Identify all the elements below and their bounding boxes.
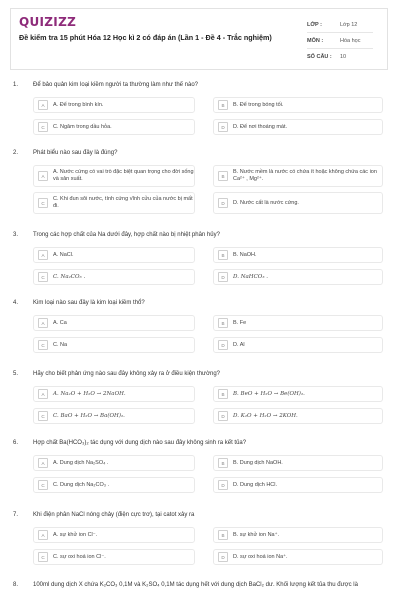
question-text: Trong các hợp chất của Na dưới đây, hợp chất nào bị nhiệt phân hủy? <box>33 232 220 238</box>
answer-option-d[interactable] <box>213 408 383 424</box>
question-number: 3. <box>13 232 19 238</box>
option-text: A. NaCl. <box>53 251 74 258</box>
answer-option-d[interactable] <box>213 192 383 214</box>
question-number: 8. <box>13 582 19 588</box>
option-letter: C <box>38 411 48 421</box>
meta-row-subject <box>307 33 373 49</box>
answer-option-a[interactable] <box>33 247 195 263</box>
option-text: B. NaOH. <box>233 251 257 258</box>
option-letter: A <box>38 389 48 399</box>
option-text: A. Na₂O + H₂O → 2NaOH. <box>53 390 126 397</box>
option-letter: B <box>218 458 228 468</box>
option-text: C. Khi đun sôi nước, tính cứng vĩnh cửu của nước bị mất đi. <box>53 196 193 209</box>
question-text: 100ml dung dịch X chứa K₂CO₃ 0,1M và K₂SO₄ 0,1M tác dụng hết với dung dịch BaCl₂ dư. Khối lượng kết tủa thu được là <box>33 582 358 588</box>
answer-option-b[interactable] <box>213 247 383 263</box>
meta-row-count <box>307 49 373 64</box>
answer-option-c[interactable] <box>33 337 195 353</box>
option-text: D. Al <box>233 341 245 348</box>
question-number: 7. <box>13 512 19 518</box>
option-letter: D <box>218 122 228 132</box>
quiz-title: Đề kiểm tra 15 phút Hóa 12 Học kì 2 có đáp án (Lần 1 - Đề 4 - Trắc nghiệm) <box>19 33 272 42</box>
answer-option-a[interactable] <box>33 386 195 402</box>
answer-option-d[interactable] <box>213 549 383 565</box>
option-text: C. Ngâm trong dầu hỏa. <box>53 123 112 130</box>
option-text: A. sự khử ion Cl⁻. <box>53 531 98 538</box>
question-text: Khi điện phân NaCl nóng chảy (điện cực trơ), tại catot xảy ra <box>33 512 195 518</box>
answer-option-b[interactable] <box>213 527 383 543</box>
option-text: B. Fe <box>233 319 247 326</box>
option-letter: C <box>38 122 48 132</box>
answer-option-b[interactable] <box>213 455 383 471</box>
option-letter: D <box>218 272 228 282</box>
option-letter: A <box>38 458 48 468</box>
meta-label: SỐ CÂU : <box>307 53 332 60</box>
option-text: A. Ca <box>53 319 67 326</box>
option-text: C. BaO + H₂O → Ba(OH)₂. <box>53 412 125 419</box>
answer-option-d[interactable] <box>213 119 383 135</box>
option-letter: A <box>38 100 48 110</box>
option-letter: C <box>38 198 48 208</box>
option-text: B. Dung dịch NaOH. <box>233 459 283 466</box>
meta-row-grade <box>307 17 373 33</box>
question-text: Kim loại nào sau đây là kim loại kiềm thổ? <box>33 300 145 306</box>
question-number: 5. <box>13 371 19 377</box>
answer-option-b[interactable] <box>213 165 383 187</box>
meta-value: 10 <box>340 53 347 60</box>
option-letter: C <box>38 552 48 562</box>
quiz-header <box>10 8 388 70</box>
option-letter: C <box>38 272 48 282</box>
answer-option-d[interactable] <box>213 477 383 493</box>
option-text: B. sự khử ion Na⁺. <box>233 531 280 538</box>
question-text: Hợp chất Ba(HCO₃)₂ tác dụng với dung dịch nào sau đây không sinh ra kết tủa? <box>33 440 247 446</box>
option-letter: C <box>38 480 48 490</box>
option-text: C. Dung dịch Na₂CO₃ . <box>53 481 110 488</box>
question-number: 2. <box>13 150 19 156</box>
option-letter: B <box>218 389 228 399</box>
answer-option-a[interactable] <box>33 455 195 471</box>
option-letter: D <box>218 552 228 562</box>
option-letter: B <box>218 318 228 328</box>
option-text: D. Để nơi thoáng mát. <box>233 123 288 130</box>
answer-option-b[interactable] <box>213 386 383 402</box>
answer-option-c[interactable] <box>33 408 195 424</box>
meta-value: Lớp 12 <box>340 21 358 28</box>
meta-label: LỚP : <box>307 21 322 28</box>
option-letter: B <box>218 530 228 540</box>
option-letter: A <box>38 171 48 181</box>
option-letter: A <box>38 250 48 260</box>
option-text: B. Để trong bóng tối. <box>233 101 284 108</box>
option-text: D. Nước cất là nước cứng. <box>233 199 299 206</box>
answer-option-c[interactable] <box>33 192 195 214</box>
answer-option-c[interactable] <box>33 549 195 565</box>
option-letter: D <box>218 480 228 490</box>
answer-option-b[interactable] <box>213 315 383 331</box>
option-letter: B <box>218 250 228 260</box>
option-letter: B <box>218 171 228 181</box>
meta-value: Hóa học <box>340 37 361 44</box>
quizizz-logo: QUIZIZZ <box>19 15 77 29</box>
option-letter: A <box>38 318 48 328</box>
answer-option-a[interactable] <box>33 97 195 113</box>
option-text: C. sự oxi hoá ion Cl⁻. <box>53 553 106 560</box>
question-text: Hãy cho biết phản ứng nào sau đây không xảy ra ở điều kiện thường? <box>33 371 221 377</box>
option-text: B. BeO + H₂O → Be(OH)₂. <box>233 390 305 397</box>
option-letter: B <box>218 100 228 110</box>
answer-option-a[interactable] <box>33 315 195 331</box>
answer-option-b[interactable] <box>213 97 383 113</box>
option-text: D. K₂O + H₂O → 2KOH. <box>233 412 298 419</box>
question-number: 1. <box>13 82 19 88</box>
quiz-meta-table <box>307 17 373 64</box>
question-number: 4. <box>13 300 19 306</box>
option-text: A. Để trong bình kín. <box>53 101 104 108</box>
option-letter: D <box>218 340 228 350</box>
answer-option-c[interactable] <box>33 477 195 493</box>
option-text: A. Nước cứng có vai trò đặc biệt quan trọng cho đời sống và sản xuất. <box>53 169 194 182</box>
option-letter: C <box>38 340 48 350</box>
option-text: C. Na₂CO₃ . <box>53 273 86 280</box>
option-letter: A <box>38 530 48 540</box>
answer-option-c[interactable] <box>33 119 195 135</box>
option-text: A. Dung dịch Na₂SO₄ . <box>53 459 109 466</box>
answer-option-d[interactable] <box>213 337 383 353</box>
meta-label: MÔN : <box>307 37 324 44</box>
option-letter: D <box>218 198 228 208</box>
answer-option-c[interactable] <box>33 269 195 285</box>
answer-option-d[interactable] <box>213 269 383 285</box>
option-text: D. sự oxi hoá ion Na⁺. <box>233 553 288 560</box>
question-text: Phát biểu nào sau đây là đúng? <box>33 150 118 156</box>
option-text: D. Dung dịch HCl. <box>233 481 278 488</box>
answer-option-a[interactable] <box>33 165 195 187</box>
option-text: B. Nước mềm là nước có chứa ít hoặc không chứa các ion Ca²⁺ , Mg²⁺. <box>233 169 377 182</box>
option-letter: D <box>218 411 228 421</box>
option-text: C. Na <box>53 341 68 348</box>
option-text: D. NaHCO₃ . <box>233 273 269 280</box>
question-text: Để bảo quản kim loại kiềm người ta thường làm như thế nào? <box>33 82 199 88</box>
answer-option-a[interactable] <box>33 527 195 543</box>
question-number: 6. <box>13 440 19 446</box>
